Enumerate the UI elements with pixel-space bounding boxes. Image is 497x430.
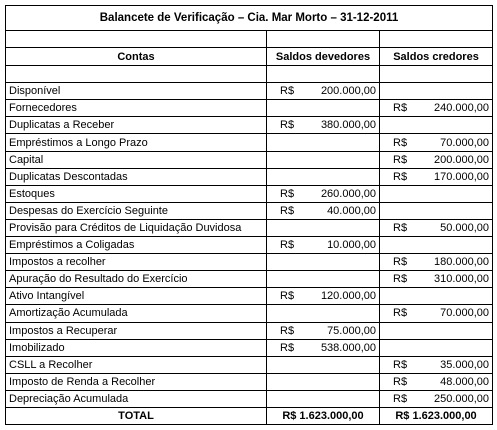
credit-balance-cell	[380, 185, 493, 202]
currency-symbol: R$	[280, 341, 295, 354]
debit-balance-cell	[267, 339, 380, 356]
amount-value: 40.000,00	[327, 204, 376, 217]
amount-value: 250.000,00	[433, 392, 490, 405]
table-row	[6, 100, 493, 117]
debit-balance-cell	[267, 237, 380, 254]
credit-balance-cell	[380, 305, 493, 322]
credit-balance-cell	[380, 322, 493, 339]
table-row	[6, 339, 493, 356]
currency-symbol: R$	[393, 102, 408, 115]
currency-symbol: R$	[280, 239, 295, 252]
credit-balance-cell	[380, 100, 493, 117]
header-saldos-credores: Saldos credores	[380, 48, 493, 66]
debit-balance-cell	[267, 202, 380, 219]
currency-symbol: R$	[393, 307, 408, 320]
account-name: Imobilizado	[6, 339, 267, 356]
amount-value: 310.000,00	[433, 273, 490, 286]
amount-value: 50.000,00	[440, 221, 490, 234]
blank-row	[6, 66, 493, 83]
debit-balance-cell	[267, 168, 380, 185]
debit-balance-cell	[267, 151, 380, 168]
debit-balance-cell	[267, 219, 380, 236]
debit-balance-cell	[267, 356, 380, 373]
table-row	[6, 83, 493, 100]
currency-symbol: R$	[280, 324, 295, 337]
currency-symbol: R$	[393, 375, 408, 388]
credit-balance-cell	[380, 168, 493, 185]
blank-cell	[6, 66, 267, 83]
debit-balance-cell	[267, 254, 380, 271]
blank-cell	[267, 31, 380, 48]
account-name: Estoques	[6, 185, 267, 202]
account-name: Capital	[6, 151, 267, 168]
table-row	[6, 117, 493, 134]
balancete-table	[5, 5, 493, 425]
table-row	[6, 390, 493, 407]
table-row	[6, 373, 493, 390]
amount-value: 200.000,00	[433, 153, 490, 166]
debit-balance-cell	[267, 100, 380, 117]
amount-value: 260.000,00	[320, 187, 376, 200]
currency-symbol: R$	[280, 290, 295, 303]
account-name: Empréstimos a Longo Prazo	[6, 134, 267, 151]
currency-symbol: R$	[393, 358, 408, 371]
blank-cell	[380, 31, 493, 48]
total-row	[6, 407, 493, 424]
blank-cell	[6, 31, 267, 48]
currency-symbol: R$	[393, 273, 408, 286]
table-row	[6, 271, 493, 288]
table-row	[6, 322, 493, 339]
table-row	[6, 305, 493, 322]
amount-value: 180.000,00	[433, 256, 490, 269]
table-row	[6, 254, 493, 271]
amount-value: 170.000,00	[433, 170, 490, 183]
table-row	[6, 356, 493, 373]
amount-value: 380.000,00	[320, 119, 376, 132]
amount-value: 70.000,00	[440, 136, 490, 149]
credit-balance-cell	[380, 356, 493, 373]
currency-symbol: R$	[393, 256, 408, 269]
debit-balance-cell	[267, 373, 380, 390]
table-row	[6, 151, 493, 168]
table-row	[6, 185, 493, 202]
credit-balance-cell	[380, 237, 493, 254]
debit-balance-cell	[267, 305, 380, 322]
debit-balance-cell	[267, 322, 380, 339]
header-row	[6, 48, 493, 66]
blank-cell	[380, 66, 493, 83]
currency-symbol: R$	[280, 119, 295, 132]
debit-balance-cell	[267, 390, 380, 407]
account-name: Disponível	[6, 83, 267, 100]
credit-balance-cell	[380, 219, 493, 236]
credit-balance-cell	[380, 117, 493, 134]
account-name: Impostos a Recuperar	[6, 322, 267, 339]
credit-balance-cell	[380, 254, 493, 271]
amount-value: 35.000,00	[440, 358, 490, 371]
credit-balance-cell	[380, 151, 493, 168]
account-name: Empréstimos a Coligadas	[6, 237, 267, 254]
blank-row	[6, 31, 493, 48]
amount-value: 538.000,00	[320, 341, 376, 354]
currency-symbol: R$	[393, 153, 408, 166]
account-name: Imposto de Renda a Recolher	[6, 373, 267, 390]
debit-balance-cell	[267, 134, 380, 151]
credit-balance-cell	[380, 202, 493, 219]
currency-symbol: R$	[393, 136, 408, 149]
account-name: Apuração do Resultado do Exercício	[6, 271, 267, 288]
table-row	[6, 168, 493, 185]
account-name: Ativo Intangível	[6, 288, 267, 305]
currency-symbol: R$	[393, 221, 408, 234]
credit-balance-cell	[380, 83, 493, 100]
account-name: Provisão para Créditos de Liquidação Duvidosa	[6, 219, 267, 236]
table-row	[6, 134, 493, 151]
account-name: Impostos a recolher	[6, 254, 267, 271]
header-saldos-devedores: Saldos devedores	[267, 48, 380, 66]
amount-value: 200.000,00	[320, 85, 376, 98]
amount-value: 120.000,00	[320, 290, 376, 303]
sheet-title: Balancete de Verificação – Cia. Mar Morto – 31-12-2011	[6, 6, 493, 31]
credit-balance-cell	[380, 339, 493, 356]
currency-symbol: R$	[280, 204, 295, 217]
table-row	[6, 202, 493, 219]
debit-balance-cell	[267, 288, 380, 305]
amount-value: 75.000,00	[327, 324, 376, 337]
table-row	[6, 237, 493, 254]
debit-balance-cell	[267, 185, 380, 202]
amount-value: 48.000,00	[440, 375, 490, 388]
account-name: Despesas do Exercício Seguinte	[6, 202, 267, 219]
currency-symbol: R$	[393, 170, 408, 183]
account-name: Depreciação Acumulada	[6, 390, 267, 407]
currency-symbol: R$	[393, 392, 408, 405]
table-row	[6, 288, 493, 305]
credit-balance-cell	[380, 134, 493, 151]
total-credit: R$ 1.623.000,00	[380, 407, 493, 424]
credit-balance-cell	[380, 373, 493, 390]
debit-balance-cell	[267, 117, 380, 134]
blank-cell	[267, 66, 380, 83]
credit-balance-cell	[380, 288, 493, 305]
title-row	[6, 6, 493, 31]
amount-value: 70.000,00	[440, 307, 490, 320]
debit-balance-cell	[267, 83, 380, 100]
account-name: Duplicatas a Receber	[6, 117, 267, 134]
header-contas: Contas	[6, 48, 267, 66]
table-row	[6, 219, 493, 236]
total-debit: R$ 1.623.000,00	[267, 407, 380, 424]
account-name: Fornecedores	[6, 100, 267, 117]
currency-symbol: R$	[280, 85, 295, 98]
debit-balance-cell	[267, 271, 380, 288]
amount-value: 240.000,00	[433, 102, 490, 115]
currency-symbol: R$	[280, 187, 295, 200]
credit-balance-cell	[380, 390, 493, 407]
account-name: Amortização Acumulada	[6, 305, 267, 322]
credit-balance-cell	[380, 271, 493, 288]
account-name: CSLL a Recolher	[6, 356, 267, 373]
account-name: Duplicatas Descontadas	[6, 168, 267, 185]
amount-value: 10.000,00	[327, 239, 376, 252]
total-label: TOTAL	[6, 407, 267, 424]
